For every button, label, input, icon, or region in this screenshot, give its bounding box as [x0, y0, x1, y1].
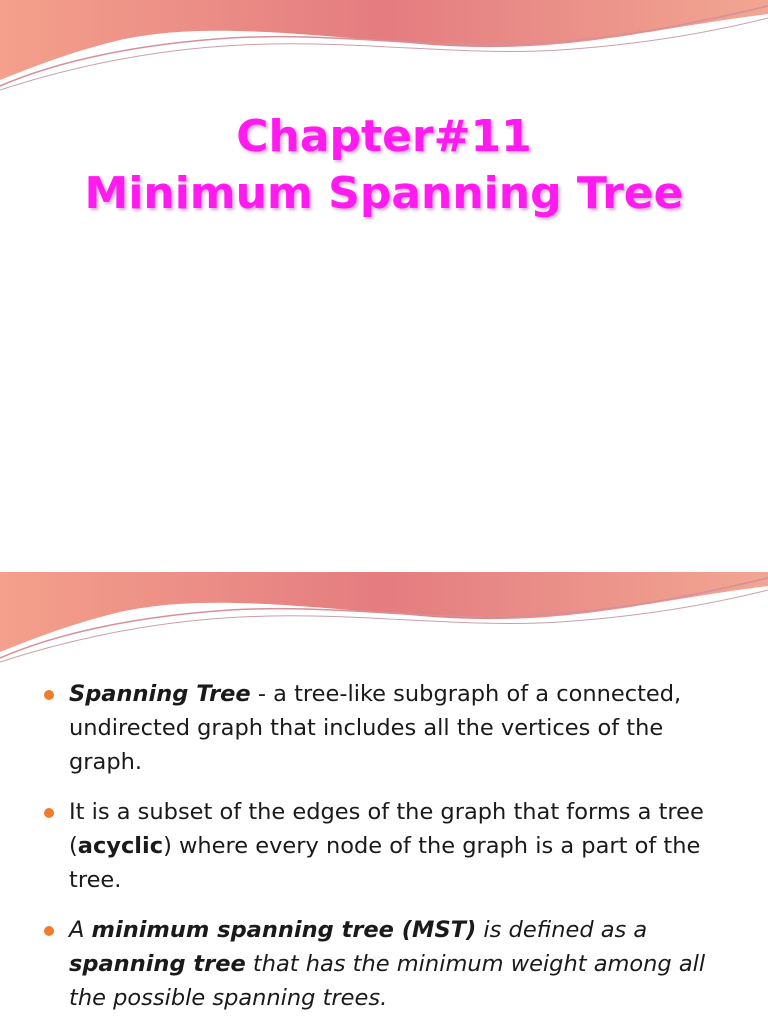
bullet-3-part-2: is defined as a	[476, 917, 648, 943]
bullet-item-3	[44, 913, 734, 1015]
bullet-2-text-a: It is a subset of the edges of the graph that forms a tree (	[69, 799, 704, 859]
title-line-1: Chapter#11	[236, 111, 532, 162]
term-spanning-tree: Spanning Tree	[69, 681, 251, 707]
header-wave-decoration	[0, 572, 768, 672]
bullet-list	[44, 677, 734, 1024]
bullet-dot-icon	[44, 690, 54, 700]
term-acyclic: acyclic	[77, 833, 164, 859]
bullet-dot-icon	[44, 926, 54, 936]
bullet-item-1	[44, 677, 734, 779]
bullet-3-part-3: that has the minimum weight among all the possible spanning trees.	[69, 951, 706, 1011]
bullet-1-text: - a tree-like subgraph of a connected, undirected graph that includes all the vertices of the graph.	[69, 681, 682, 775]
term-spanning-tree-2: spanning tree	[69, 951, 246, 977]
bullet-3-part-1: A	[69, 917, 92, 943]
slide-title	[0, 108, 768, 222]
title-line-2: Minimum Spanning Tree	[84, 168, 684, 219]
content-slide	[0, 512, 768, 1024]
bullet-dot-icon	[44, 808, 54, 818]
bullet-item-2	[44, 795, 734, 897]
term-mst: minimum spanning tree (MST)	[91, 917, 477, 943]
bullet-2-text-b: ) where every node of the graph is a part of the tree.	[69, 833, 701, 893]
header-wave-decoration	[0, 0, 768, 100]
